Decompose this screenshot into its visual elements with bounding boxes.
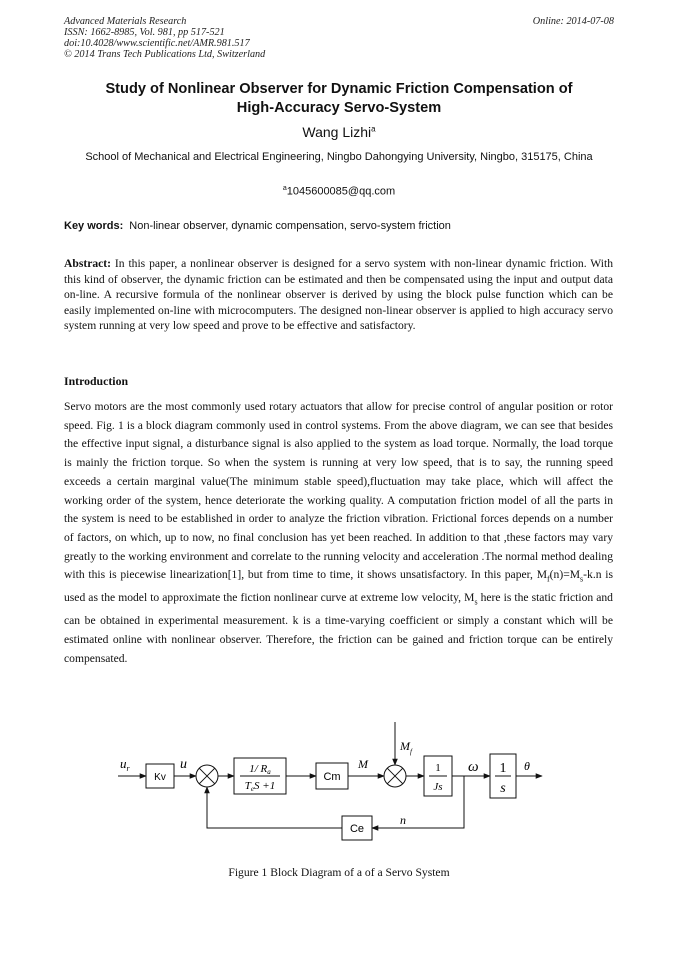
keywords xyxy=(64,220,624,232)
intro-paragraph-2a: -k.n is used as the model to approximate the fiction nonlinear curve at extreme low velocity, M xyxy=(64,568,613,605)
label-cm: Cm xyxy=(323,771,341,783)
label-tf-denominator: TeS +1 xyxy=(244,780,276,793)
label-tf-numerator: 1/ Ra xyxy=(249,763,271,776)
figure-caption: Figure 1 Block Diagram of a of a Servo System xyxy=(228,866,450,879)
abstract-label: Abstract: xyxy=(64,257,112,270)
label-tf-denominator-subscript: e xyxy=(250,785,255,793)
paper-title xyxy=(40,80,638,118)
formula-f-subscript: f xyxy=(547,574,550,584)
affiliation: School of Mechanical and Electrical Engineering, Ningbo Dahongying University, Ningbo, 315175, China xyxy=(85,151,593,163)
label-ur: $u_r$ xyxy=(120,756,130,773)
keywords-label: Key words: xyxy=(64,220,124,232)
title-line-2: High-Accuracy Servo-System xyxy=(236,100,442,116)
label-theta: θ xyxy=(524,759,530,773)
label-Mf-subscript: f xyxy=(410,748,412,756)
journal-name: Advanced Materials Research xyxy=(64,16,187,27)
label-M: M xyxy=(358,757,368,771)
label-Mf: $M_f$ xyxy=(400,739,412,756)
intro-paragraph-2b: here is the static friction and can be obtained in experimental measurement. k is a time-varying coefficient or simply a constant which will be estimated online with nonlinear observer. Therefore, the friction can be gained and friction torque can be entirely compensated. xyxy=(64,591,613,665)
label-omega: ω xyxy=(468,759,479,775)
introduction-heading: Introduction xyxy=(64,374,129,388)
author-superscript: a xyxy=(371,124,376,134)
label-js-denominator: Js xyxy=(433,781,443,793)
email xyxy=(0,185,678,198)
label-n: n xyxy=(400,813,406,827)
author xyxy=(0,124,678,140)
label-js-numerator: 1 xyxy=(435,762,441,774)
label-u: u xyxy=(180,757,187,772)
author-name: Wang Lizhi xyxy=(302,124,372,140)
abstract-text: In this paper, a nonlinear observer is designed for a servo system with non-linear dynamic friction. With this kind of observer, the dynamic friction can be estimated and then be compensated using the input and output data on-line. A recursive formula of the nonlinear observer is derived by using the block pulse function which can be easily implemented on-line with microcomputers. The designed non-linear observer is applied to high accuracy servo system running at very low speed and prove to be effective and satisfactory. xyxy=(64,257,613,332)
title-line-1: Study of Nonlinear Observer for Dynamic Friction Compensation of xyxy=(105,81,573,97)
label-kv: Kv xyxy=(154,772,166,783)
formula-s-subscript: s xyxy=(580,574,584,584)
formula-mid: (n)=M xyxy=(549,568,581,582)
label-integrator-denominator: s xyxy=(500,781,506,796)
email-address: 1045600085@qq.com xyxy=(286,185,396,198)
static-friction-subscript: s xyxy=(474,597,478,607)
label-integrator-numerator: 1 xyxy=(499,761,507,776)
block-diagram xyxy=(100,716,580,846)
label-ce: Ce xyxy=(349,823,365,835)
copyright-line: © 2014 Trans Tech Publications Ltd, Switzerland xyxy=(64,49,266,60)
label-tf-numerator-subscript: a xyxy=(267,768,271,776)
intro-paragraph-1: Servo motors are the most commonly used rotary actuators that allow for precise control of angular position or rotor speed. Fig. 1 is a block diagram commonly used in control systems. From the above diagram, we can see that besides the effective input signal, a disturbance signal is also applied to the system as load torque. Normally, the load torque is mainly the friction torque. So when the system is running at very low speed, that is to say, the running speed exceeds a certain marginal value(The minimum stable speed),fluctuation may take place, which will affect the working order of the system, hence deteriorate the working quality. A computation friction model of all the parts in the system is need to be established in order to analyze the friction vibration. Frictional forces depends on a number of factors, on which, up to now, no final conclusion has yet been reached. In addition to that ,these factors may vary greatly to the working environment and correlate to the running velocity and acceleration .The normal method dealing with this is piecewise linearization[1], but from time to time, it shows unsatisfactory. In this paper, xyxy=(64,400,613,582)
keywords-text: Non-linear observer, dynamic compensation, servo-system friction xyxy=(129,220,451,232)
label-ur-subscript: r xyxy=(126,764,130,773)
issn-line: ISSN: 1662-8985, Vol. 981, pp 517-521 xyxy=(64,27,225,38)
email-superscript: a xyxy=(282,185,287,192)
formula-M: M xyxy=(536,568,547,582)
online-date: Online: 2014-07-08 xyxy=(532,16,614,27)
doi-line: doi:10.4028/www.scientific.net/AMR.981.517 xyxy=(64,38,250,49)
abstract xyxy=(64,256,613,334)
label-tf-denominator-rest: S +1 xyxy=(254,780,276,792)
introduction-body xyxy=(64,398,613,668)
journal-metadata xyxy=(64,16,265,60)
